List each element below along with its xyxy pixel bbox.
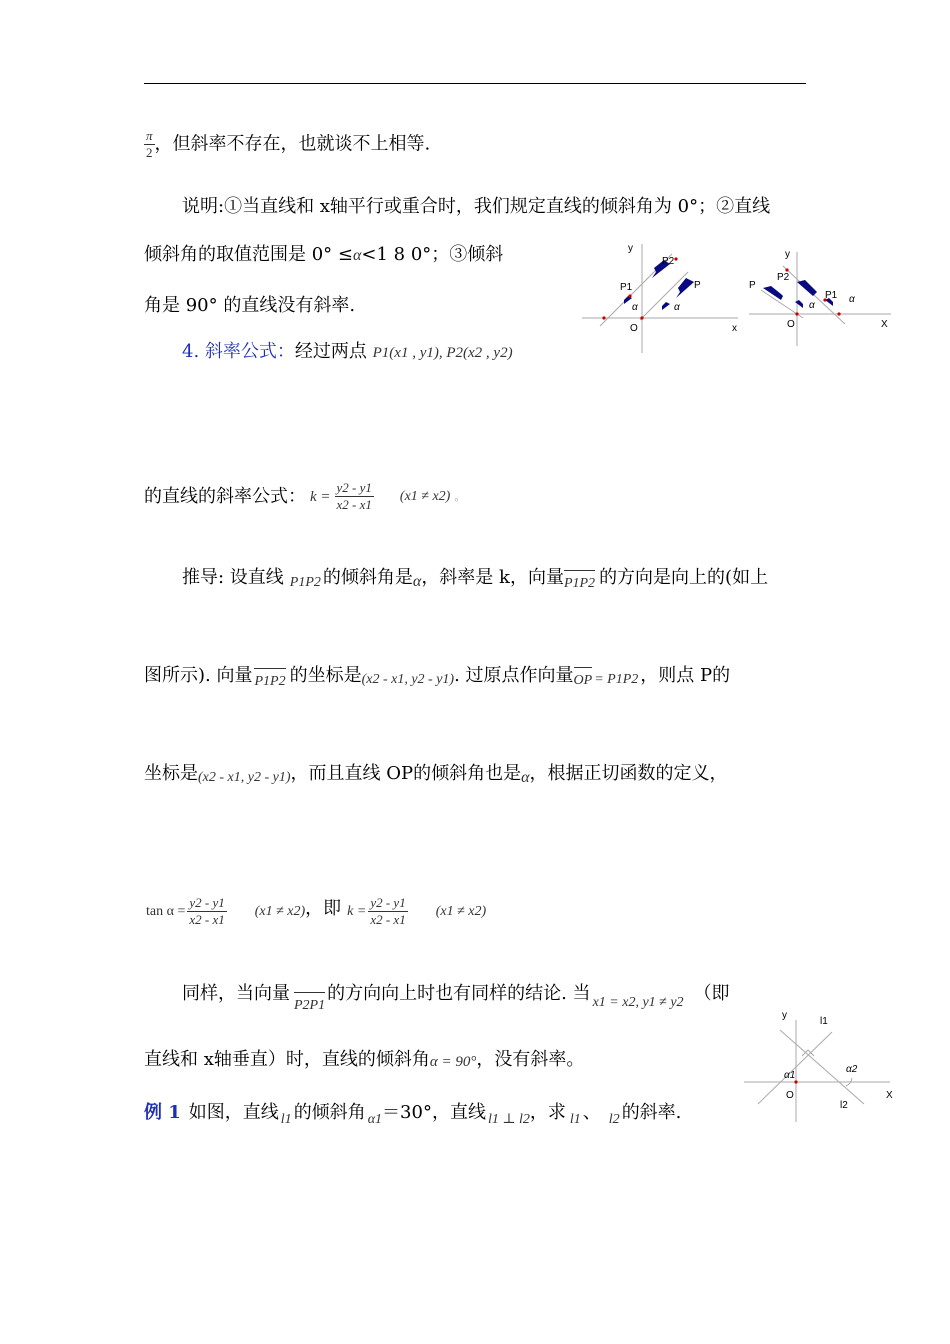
fig3-l1-label: l1 [820, 1016, 828, 1027]
ex1-a: 如图，直线 [188, 1102, 279, 1123]
tan-fraction [187, 895, 226, 928]
tan-k-denominator: x2 - x1 [370, 912, 406, 927]
ex1-l2: l2 [608, 1112, 620, 1127]
fig2-arrow-small-1 [795, 300, 803, 308]
tan-k-numerator: y2 - y1 [370, 895, 406, 910]
figure-perpendicular-lines [740, 1006, 900, 1124]
fig1-y-label: y [628, 243, 633, 254]
figure-positive-slope [580, 238, 745, 358]
ex1-alpha1: α1 [367, 1112, 383, 1127]
fig3-x-label: X [886, 1090, 893, 1101]
fraction-numerator: π [146, 128, 153, 143]
derive-2-coordinate: (x2 - x1, y2 - y1) [361, 672, 455, 687]
section-4-line [182, 340, 513, 365]
derive-3c: ，根据正切函数的定义， [529, 763, 728, 784]
derive-3a: 坐标是 [144, 763, 198, 784]
tan-numerator: y2 - y1 [189, 895, 225, 910]
tan-denominator: x2 - x1 [189, 912, 225, 927]
tan-lhs: tan α = [146, 903, 186, 919]
fig1-x-label: x [732, 323, 737, 334]
vert-b: ，没有斜率。 [476, 1049, 585, 1070]
ex1-c: ＝30°，直线 [382, 1102, 486, 1123]
tan-k-fraction [368, 895, 407, 928]
derive-2c: . 过原点作向量 [454, 665, 574, 686]
fig2-p-label: P [749, 280, 756, 291]
derive-2-vector-op: OP [574, 667, 593, 693]
fig2-alpha-1: α [809, 300, 815, 311]
slope-numerator: y2 - y1 [336, 480, 372, 495]
vertical-line-text [144, 1046, 584, 1074]
fig2-x-label: X [881, 319, 888, 330]
ex1-b: 的倾斜角 [293, 1102, 366, 1123]
ex1-l1-b: l1 [569, 1112, 581, 1127]
note-line-3: 角是 90° 的直线没有斜率. [144, 295, 356, 316]
fig2-point-x [837, 312, 840, 315]
derive-line-1 [182, 560, 768, 596]
derive-2a: 图所示). 向量 [144, 665, 253, 686]
vert-value: α = 90° [429, 1054, 477, 1070]
slope-formula-prefix: 的直线的斜率公式： [144, 485, 306, 507]
fig1-arrow-small-2 [662, 302, 670, 310]
derive-1c: ，斜率是 k，向量 [421, 567, 564, 588]
note-line-2b: <1 8 0°；③倾斜 [361, 244, 504, 265]
tan-k: k = [347, 903, 367, 919]
fig2-point-o [795, 312, 798, 315]
same-vector-p2p1: P2P1 [294, 992, 325, 1018]
note-line-2 [144, 243, 503, 268]
derive-1b: 的倾斜角是 [322, 567, 413, 588]
example-1-label: 例 1 [144, 1102, 181, 1123]
fig2-o-label: O [787, 319, 795, 330]
derive-1d: 的方向是向上的(如上 [599, 567, 769, 588]
tan-mid-text: ，即 [305, 897, 342, 919]
slope-formula-line [144, 480, 465, 513]
example-1-line [144, 1094, 681, 1132]
two-points-expression: P1(x1 , y1), P2(x2 , y2) [372, 345, 513, 361]
derive-2d: ，则点 P的 [640, 665, 731, 686]
derive-1-vector-p1p2: P1P2 [564, 570, 595, 596]
derive-2-vector: P1P2 [254, 668, 285, 694]
fraction-denominator: 2 [146, 145, 153, 160]
fig1-p1-label: P1 [620, 282, 633, 293]
fig2-arrow-p2 [797, 280, 817, 296]
fig3-alpha2-label: α2 [846, 1064, 858, 1075]
ex1-l1: l1 [280, 1112, 292, 1127]
ex1-sep: 、 [582, 1102, 601, 1123]
fig3-alpha1-label: α1 [784, 1070, 796, 1081]
section-4-text: 经过两点 [294, 341, 367, 362]
fig1-point-o [640, 316, 643, 319]
slope-fraction [335, 480, 374, 513]
tan-formula-line [146, 895, 486, 928]
derive-1a: 推导: 设直线 [182, 567, 284, 588]
ex1-perp: l1 ⊥ l2 [487, 1112, 530, 1127]
fig2-alpha-2: α [849, 294, 855, 305]
derive-line-3 [144, 758, 728, 790]
slope-denominator: x2 - x1 [336, 497, 372, 512]
note-line-1: 说明:①当直线和 x轴平行或重合时，我们规定直线的倾斜角为 0°；②直线 [182, 196, 771, 217]
fig1-o-label: O [630, 323, 638, 334]
fig3-y-label: y [782, 1010, 787, 1021]
derive-2-equals-vector: = P1P2 [594, 672, 639, 687]
derive-1-alpha: α [412, 573, 422, 590]
fig1-point-p1 [628, 294, 631, 297]
slope-k: k = [310, 488, 331, 505]
fig1-point-x [602, 316, 605, 319]
fig1-p-label: P [694, 280, 701, 291]
fig1-p2-label: P2 [662, 256, 675, 267]
same-c: （即 [693, 983, 730, 1004]
fig2-y-label: y [785, 249, 790, 260]
same-condition: x1 = x2, y1 ≠ y2 [592, 995, 684, 1010]
same-b: 的方向向上时也有同样的结论. 当 [327, 983, 591, 1004]
note-line-2a: 倾斜角的取值范围是 0° ≤ [144, 244, 353, 265]
fig2-p2-label: P2 [777, 272, 790, 283]
figure-negative-slope [745, 244, 895, 349]
section-4-title: 4. 斜率公式： [182, 341, 295, 362]
derive-1-line-p1p2: P1P2 [289, 575, 321, 590]
pi-over-2-fraction [144, 128, 155, 161]
slope-end-mark: 。 [454, 490, 466, 503]
fig1-alpha-2: α [674, 302, 680, 313]
line1-text: ，但斜率不存在，也就谈不上相等. [154, 133, 431, 155]
pi-over-2-line [144, 128, 430, 161]
derive-3b: ，而且直线 OP的倾斜角也是 [290, 763, 522, 784]
fig1-point-p2 [674, 257, 677, 260]
same-line [182, 970, 730, 1018]
ex1-d: ，求 [529, 1102, 566, 1123]
fig3-l2-label: l2 [840, 1100, 848, 1111]
derive-3-coordinate: (x2 - x1, y2 - y1) [198, 770, 291, 785]
derive-3-alpha: α [521, 769, 530, 786]
ex1-e: 的斜率. [621, 1102, 682, 1123]
fig3-o-label: O [786, 1090, 794, 1101]
vert-a: 直线和 x轴垂直）时，直线的倾斜角 [144, 1049, 430, 1070]
slope-condition: (x1 ≠ x2) [399, 488, 451, 504]
tan-condition: (x1 ≠ x2) [254, 903, 306, 919]
fig1-alpha-1: α [632, 302, 638, 313]
fig2-p1-label: P1 [825, 290, 838, 301]
derive-line-2 [144, 658, 730, 694]
alpha-symbol: α [352, 247, 362, 264]
derive-2b: 的坐标是 [289, 665, 362, 686]
same-a: 同样，当向量 [182, 983, 290, 1004]
tan-k-condition: (x1 ≠ x2) [435, 903, 487, 919]
header-rule [144, 83, 806, 84]
